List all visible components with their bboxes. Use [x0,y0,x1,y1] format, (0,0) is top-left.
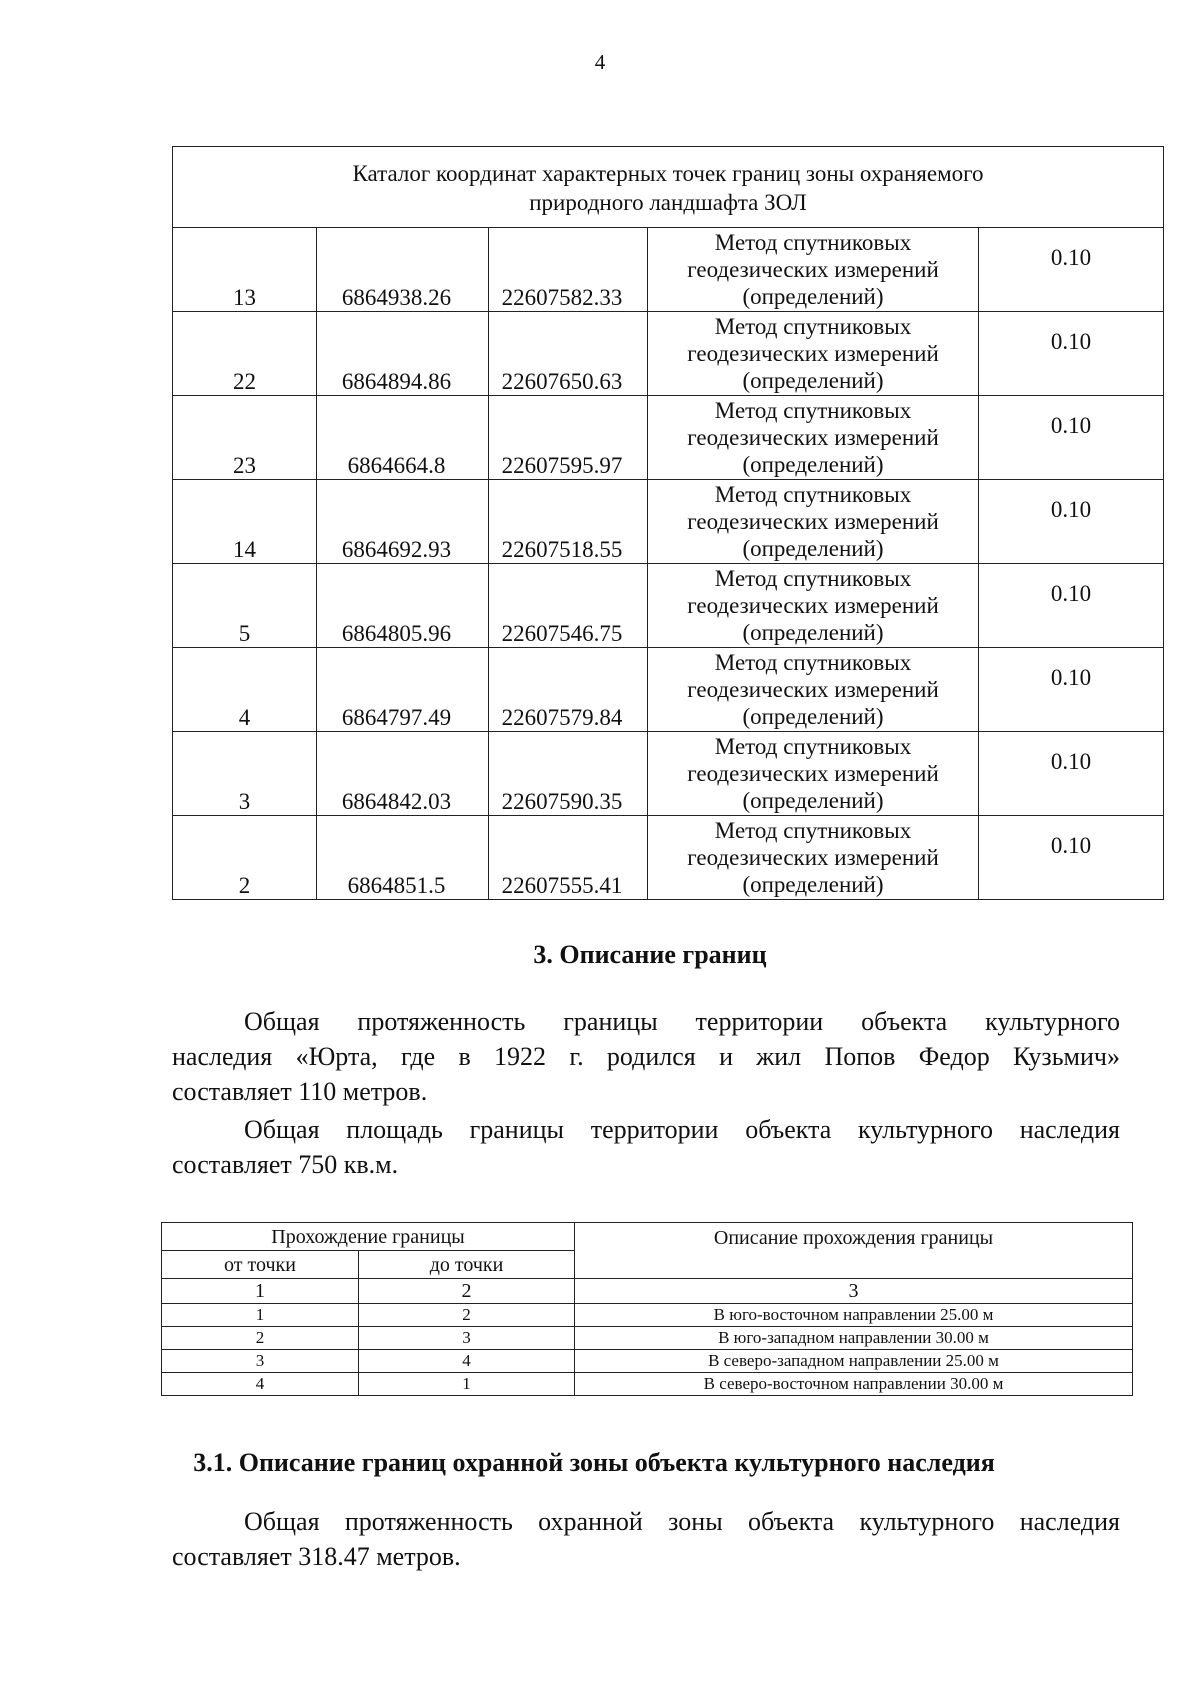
coord-y: 22607579.84 [489,648,648,732]
catalog-title [173,147,1164,228]
paragraph-line: составляет 110 метров. [172,1077,428,1106]
point-number: 4 [173,648,317,732]
boundary-passage-table [161,1222,1133,1396]
table-row [162,1373,1133,1396]
accuracy-cell: 0.10 [979,480,1164,564]
coord-y: 22607555.41 [489,816,648,900]
description-header: Описание прохождения границы [575,1223,1133,1279]
coord-y: 22607595.97 [489,396,648,480]
paragraph-line: Общая протяженность границы территории объекта культурного [244,1007,1120,1036]
paragraph-total-length [172,1004,1120,1109]
method-cell: Метод спутниковых геодезических измерений (определений) [648,564,979,648]
from-point: 4 [162,1373,359,1396]
point-number: 14 [173,480,317,564]
point-number: 23 [173,396,317,480]
table-row [173,480,1164,564]
table-row [162,1304,1133,1327]
paragraph-line: Общая площадь границы территории объекта культурного наследия [244,1115,1120,1144]
page-number: 4 [594,50,606,74]
paragraph-line: наследия «Юрта, где в 1922 г. родился и жил Попов Федор Кузьмич» [172,1042,1120,1071]
method-cell: Метод спутниковых геодезических измерений (определений) [648,312,979,396]
table-row [173,816,1164,900]
method-cell: Метод спутниковых геодезических измерений (определений) [648,648,979,732]
accuracy-cell: 0.10 [979,228,1164,312]
coord-x: 6864851.5 [317,816,489,900]
passage-description: В юго-западном направлении 30.00 м [575,1327,1133,1350]
coord-y: 22607590.35 [489,732,648,816]
passage-description: В северо-западном направлении 25.00 м [575,1350,1133,1373]
table-row [173,648,1164,732]
point-number: 3 [173,732,317,816]
accuracy-cell: 0.10 [979,732,1164,816]
coord-x: 6864938.26 [317,228,489,312]
method-cell: Метод спутниковых геодезических измерений (определений) [648,396,979,480]
accuracy-cell: 0.10 [979,648,1164,732]
to-point: 3 [359,1327,575,1350]
table-row [162,1350,1133,1373]
to-point: 1 [359,1373,575,1396]
from-point: 2 [162,1327,359,1350]
column-number: 3 [575,1279,1133,1304]
to-point-header: до точки [359,1251,575,1279]
catalog-title-line: природного ландшафта ЗОЛ [529,190,807,215]
column-number: 2 [359,1279,575,1304]
table-row [173,228,1164,312]
coord-y: 22607650.63 [489,312,648,396]
method-cell: Метод спутниковых геодезических измерений (определений) [648,732,979,816]
accuracy-cell: 0.10 [979,564,1164,648]
coord-x: 6864805.96 [317,564,489,648]
paragraph-line: составляет 318.47 метров. [172,1542,461,1571]
coordinates-catalog-table [172,146,1164,900]
table-row [162,1327,1133,1350]
passage-header: Прохождение границы [162,1223,575,1251]
point-number: 13 [173,228,317,312]
from-point-header: от точки [162,1251,359,1279]
coord-x: 6864692.93 [317,480,489,564]
method-cell: Метод спутниковых геодезических измерений (определений) [648,480,979,564]
coord-x: 6864894.86 [317,312,489,396]
accuracy-cell: 0.10 [979,312,1164,396]
accuracy-cell: 0.10 [979,396,1164,480]
point-number: 2 [173,816,317,900]
coord-x: 6864797.49 [317,648,489,732]
to-point: 2 [359,1304,575,1327]
coord-x: 6864842.03 [317,732,489,816]
table-row [173,564,1164,648]
column-number: 1 [162,1279,359,1304]
from-point: 1 [162,1304,359,1327]
paragraph-line: Общая протяженность охранной зоны объекта культурного наследия [244,1507,1120,1536]
point-number: 22 [173,312,317,396]
coord-y: 22607546.75 [489,564,648,648]
coord-y: 22607518.55 [489,480,648,564]
from-point: 3 [162,1350,359,1373]
paragraph-protection-zone-length [172,1504,1120,1574]
catalog-title-line: Каталог координат характерных точек границ зоны охраняемого [352,161,984,186]
accuracy-cell: 0.10 [979,816,1164,900]
passage-description: В северо-восточном направлении 30.00 м [575,1373,1133,1396]
table-row [173,396,1164,480]
coord-y: 22607582.33 [489,228,648,312]
passage-description: В юго-восточном направлении 25.00 м [575,1304,1133,1327]
section-3-title: 3. Описание границ [533,940,767,969]
to-point: 4 [359,1350,575,1373]
paragraph-total-area [172,1112,1120,1182]
coord-x: 6864664.8 [317,396,489,480]
section-3-1-title: 3.1. Описание границ охранной зоны объекта культурного наследия [193,1448,995,1477]
table-row [173,732,1164,816]
method-cell: Метод спутниковых геодезических измерений (определений) [648,228,979,312]
point-number: 5 [173,564,317,648]
paragraph-line: составляет 750 кв.м. [172,1150,399,1179]
table-row [173,312,1164,396]
method-cell: Метод спутниковых геодезических измерений (определений) [648,816,979,900]
